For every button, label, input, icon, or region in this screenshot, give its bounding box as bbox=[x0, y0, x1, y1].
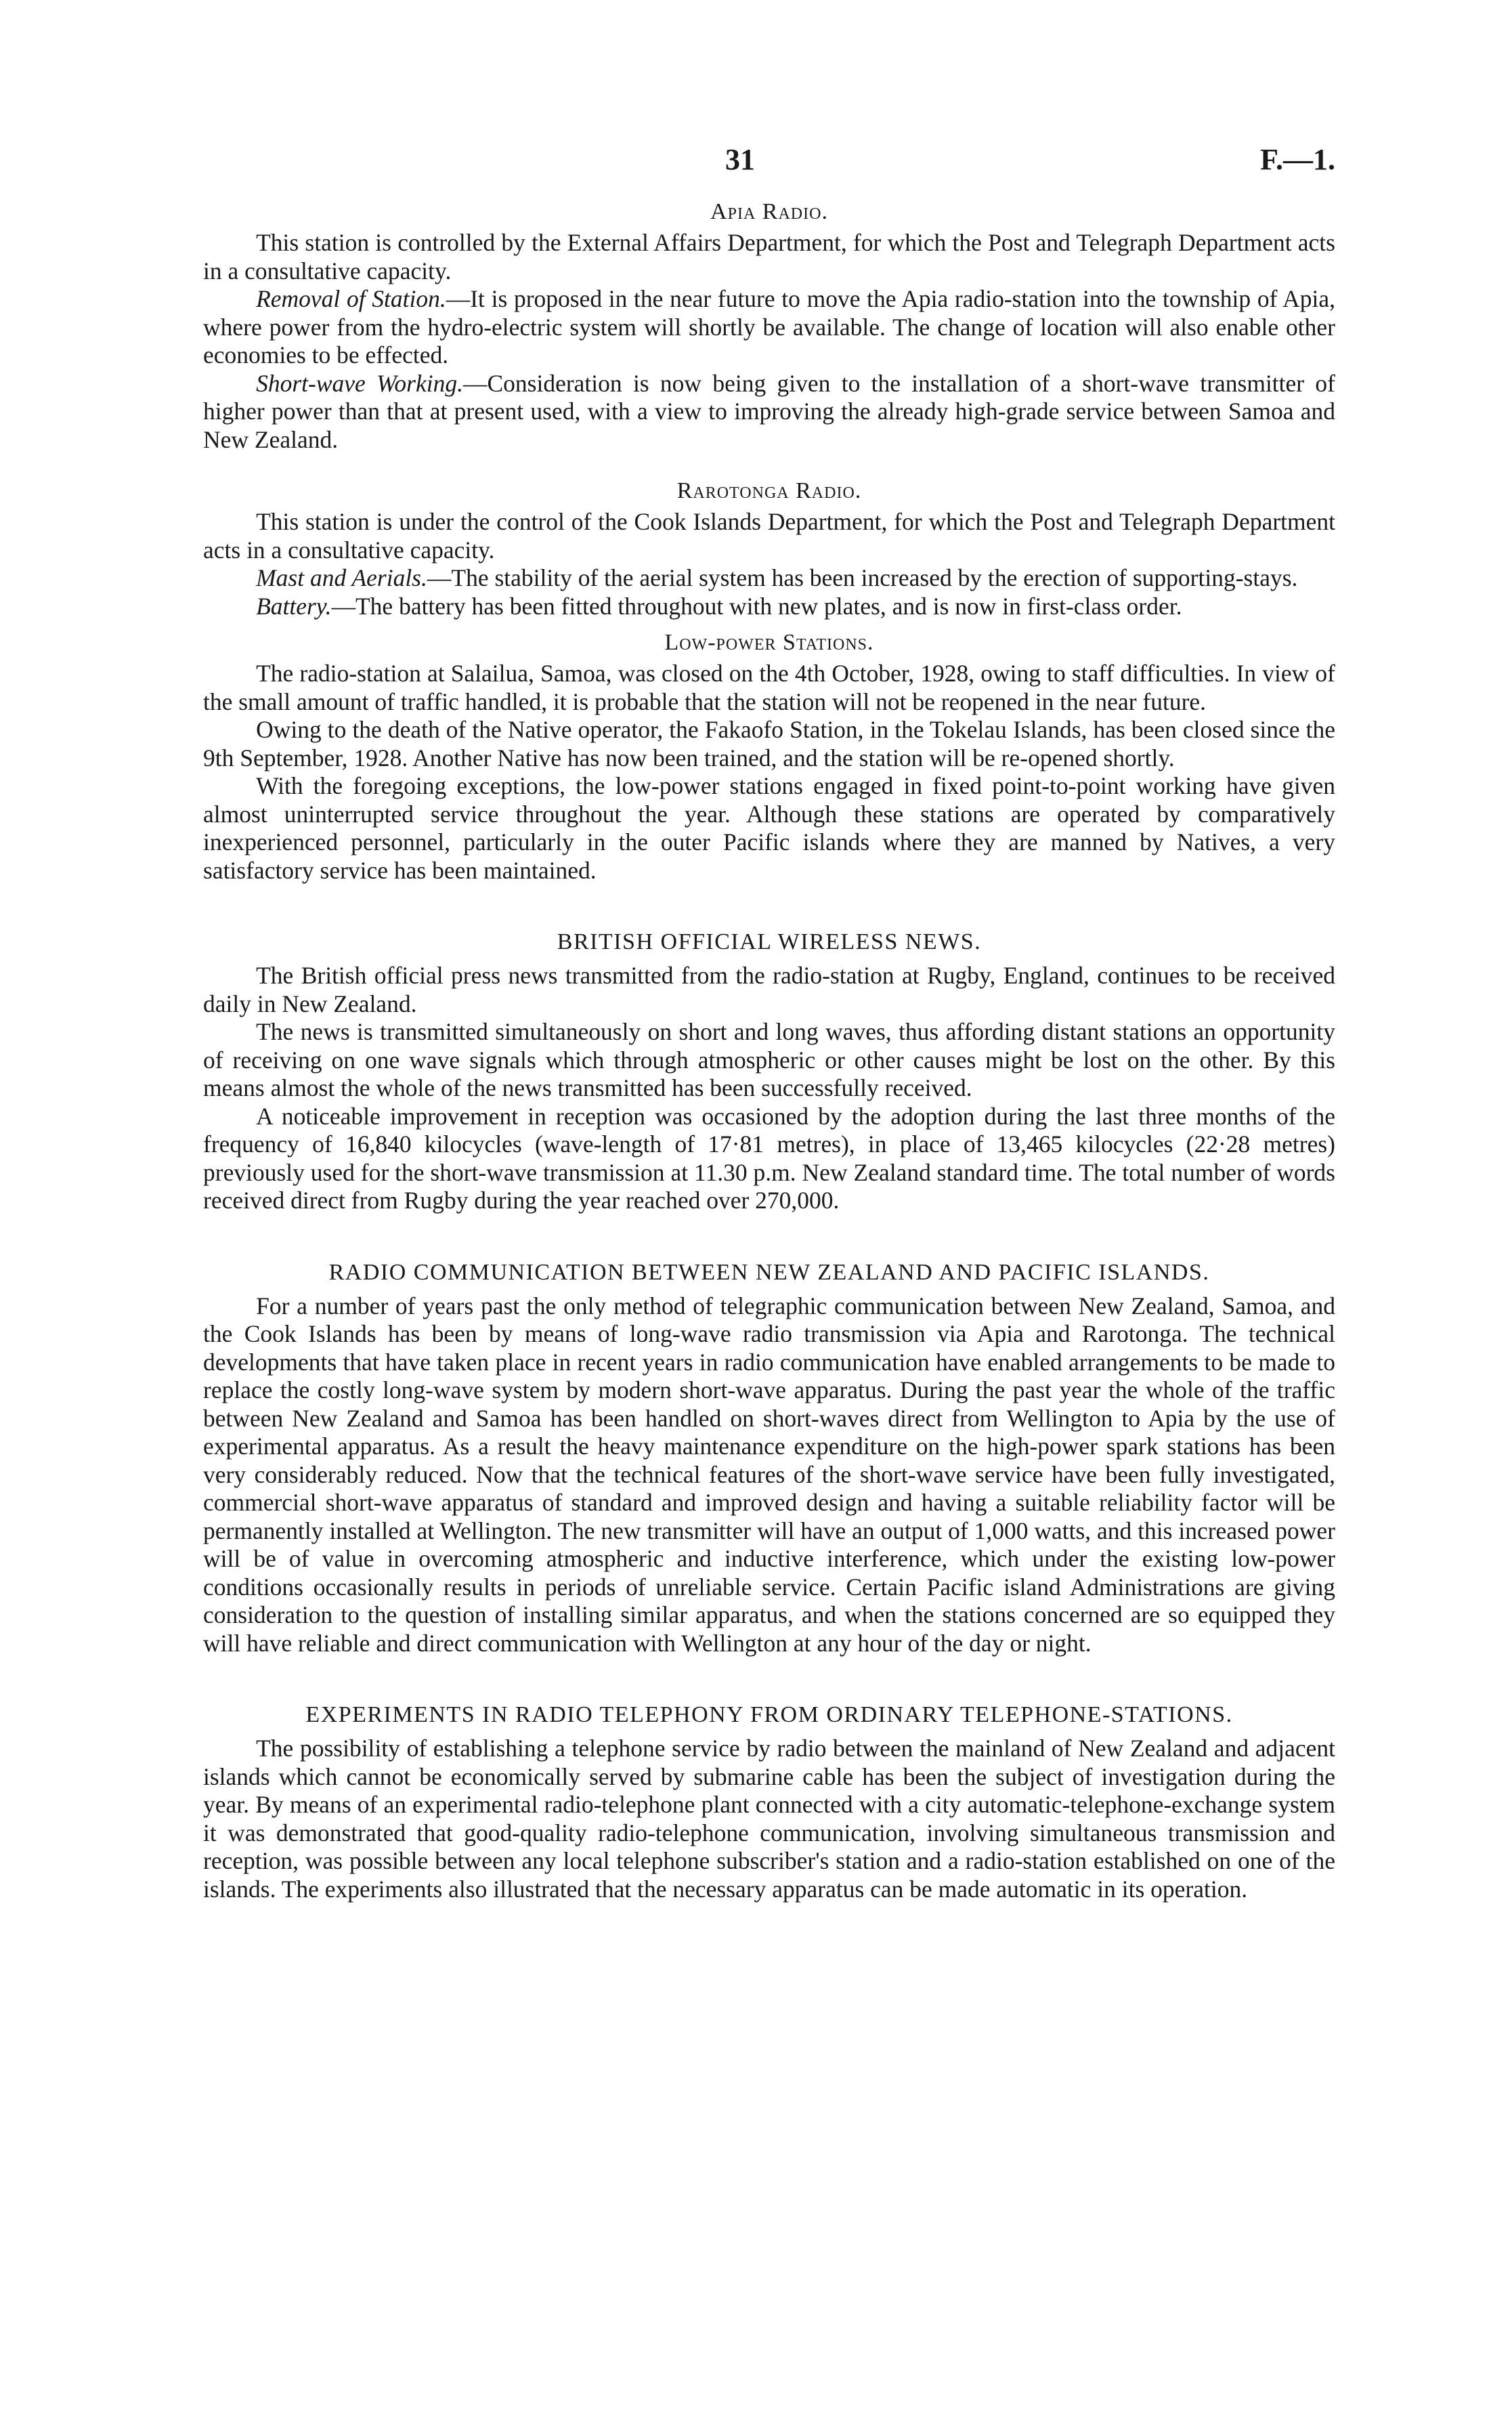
section-rarotonga-radio bbox=[203, 478, 1335, 620]
page-column bbox=[203, 129, 1335, 1903]
paragraph-label: Battery. bbox=[256, 592, 332, 620]
section-low-power-stations bbox=[203, 630, 1335, 885]
section-heading: RADIO COMMUNICATION BETWEEN NEW ZEALAND AND PACIFIC ISLANDS. bbox=[328, 1259, 1210, 1285]
paragraph-label: Short-wave Working. bbox=[256, 369, 463, 397]
paragraph: The possibility of establishing a telephone service by radio between the mainland of New Zealand and adjacent islands which cannot be economically served by submarine cable has been the subject of investigation during the year. By means of an experimental radio-telephone plant connected with a city automatic-telephone-exchange system it was demonstrated that good-quality radio-telephone communication, involving simultaneous transmission and reception, was possible between any local telephone subscriber's station and a radio-station established on one of the islands. The experiments also illustrated that the necessary apparatus can be made automatic in its operation. bbox=[203, 1735, 1335, 1903]
section-heading: EXPERIMENTS IN RADIO TELEPHONY FROM ORDINARY TELEPHONE-STATIONS. bbox=[305, 1702, 1233, 1727]
page-number: 31 bbox=[725, 143, 755, 176]
paragraph: For a number of years past the only method of telegraphic communication between New Zealand, Samoa, and the Cook Islands has been by means of long-wave radio transmission via Apia and Rarotonga. The technical developments that have taken place in recent years in radio communication have enabled arrangements to be made to replace the costly long-wave system by modern short-wave apparatus. During the past year the whole of the traffic between New Zealand and Samoa has been handled on short-waves direct from Wellington to Apia by the use of experimental apparatus. As a result the heavy maintenance expenditure on the high-power spark stations has been very considerably reduced. Now that the technical features of the short-wave service have been fully investigated, commercial short-wave apparatus of standard and improved design and having a suitable reliability factor will be permanently installed at Wellington. The new transmitter will have an output of 1,000 watts, and this increased power will be of value in overcoming atmospheric and inductive interference, which under the existing low-power conditions occasionally results in periods of unreliable service. Certain Pacific island Administrations are giving consideration to the question of installing similar apparatus, and when the stations concerned are so equipped they will have reliable and direct communication with Wellington at any hour of the day or night. bbox=[203, 1292, 1335, 1657]
paragraph-text: —It is proposed in the near future to move the Apia radio-station into the township of Apia, where power from the hydro-electric system will shortly be available. The change of location will also enable other economies to be effected. bbox=[203, 285, 1335, 368]
paragraph: A noticeable improvement in reception was occasioned by the adoption during the last three months of the frequency of 16,840 kilocycles (wave-length of 17·81 metres), in place of 13,465 kilocycles (22·28 metres) previously used for the short-wave transmission at 11.30 p.m. New Zealand standard time. The total number of words received direct from Rugby during the year reached over 270,000. bbox=[203, 1102, 1335, 1214]
paragraph-text: —Consideration is now being given to the installation of a short-wave transmitter of higher power than that at present used, with a view to improving the already high-grade service between Samoa and New Zealand. bbox=[203, 369, 1335, 453]
paragraph: The British official press news transmitted from the radio-station at Rugby, England, continues to be received daily in New Zealand. bbox=[203, 962, 1335, 1017]
paragraph: The radio-station at Salailua, Samoa, was closed on the 4th October, 1928, owing to staff difficulties. In view of the small amount of traffic handled, it is probable that the station will not be reopened in the near future. bbox=[203, 660, 1335, 715]
section-heading: BRITISH OFFICIAL WIRELESS NEWS. bbox=[557, 929, 982, 954]
paragraph-label: Mast and Aerials. bbox=[256, 564, 427, 591]
paragraph-label: Removal of Station. bbox=[256, 285, 446, 312]
section-heading: Rarotonga Radio. bbox=[676, 478, 862, 503]
paragraph bbox=[203, 285, 1335, 370]
paragraph-text: —The stability of the aerial system has been increased by the erection of supporting-stays. bbox=[427, 564, 1298, 591]
paragraph bbox=[203, 370, 1335, 454]
section-british-official-wireless-news bbox=[203, 929, 1335, 1215]
paragraph: The news is transmitted simultaneously on short and long waves, thus affording distant stations an opportunity of receiving on one wave signals which through atmospheric or other causes might be lost on the other. By this means almost the whole of the news transmitted has been successfully received. bbox=[203, 1018, 1335, 1101]
section-radio-communication bbox=[203, 1260, 1335, 1658]
section-apia-radio bbox=[203, 199, 1335, 454]
section-experiments-radio-telephony bbox=[203, 1702, 1335, 1903]
section-heading: Low-power Stations. bbox=[664, 630, 874, 655]
paragraph: Owing to the death of the Native operator, the Fakaofo Station, in the Tokelau Islands, has been closed since the 9th September, 1928. Another Native has now been trained, and the station will be re-opened shortly. bbox=[203, 716, 1335, 771]
page-header bbox=[203, 129, 1335, 190]
paragraph-text: —The battery has been fitted throughout with new plates, and is now in first-class order. bbox=[331, 592, 1182, 620]
document-code: F.—1. bbox=[1260, 143, 1335, 176]
paragraph: This station is under the control of the Cook Islands Department, for which the Post and Telegraph Department acts in a consultative capacity. bbox=[203, 508, 1335, 564]
paragraph: With the foregoing exceptions, the low-power stations engaged in fixed point-to-point working have given almost uninterrupted service throughout the year. Although these stations are operated by comparatively inexperienced personnel, particularly in the outer Pacific islands where they are manned by Natives, a very satisfactory service has been maintained. bbox=[203, 772, 1335, 884]
paragraph bbox=[203, 593, 1335, 621]
paragraph: This station is controlled by the External Affairs Department, for which the Post and Telegraph Department acts in a consultative capacity. bbox=[203, 229, 1335, 284]
section-heading: Apia Radio. bbox=[710, 199, 828, 224]
paragraph bbox=[203, 564, 1335, 593]
